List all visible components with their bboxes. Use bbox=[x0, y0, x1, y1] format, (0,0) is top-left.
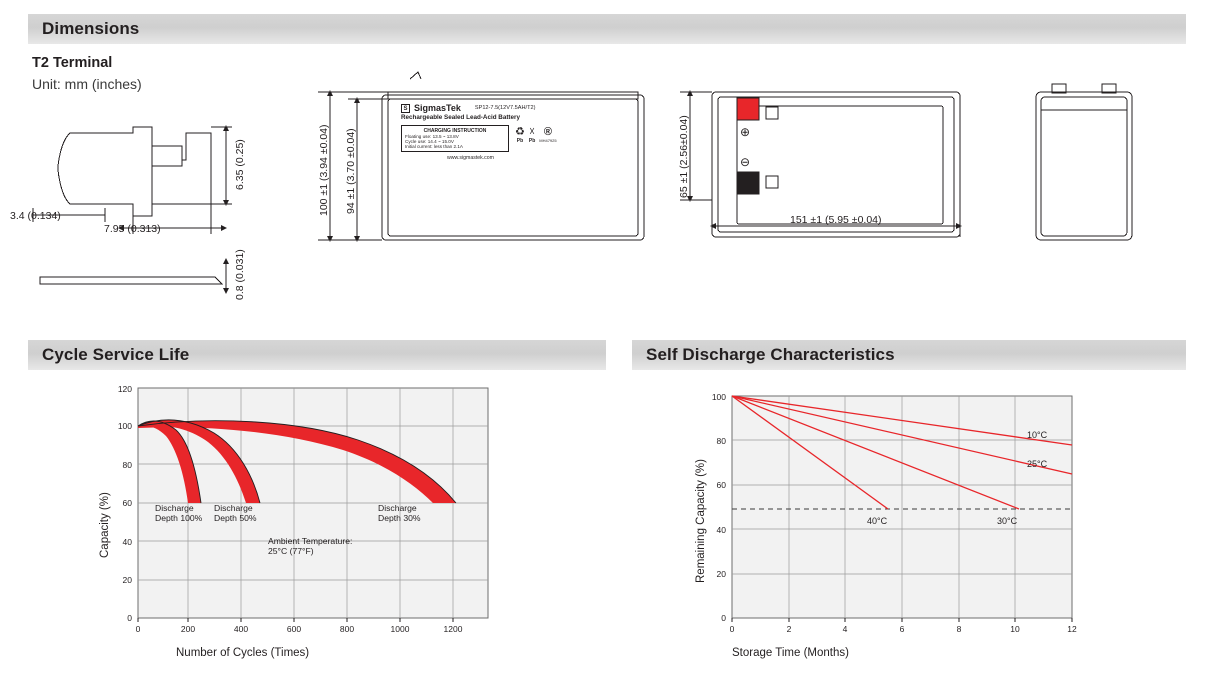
svg-text:400: 400 bbox=[233, 624, 249, 634]
website-text: www.sigmastek.com bbox=[447, 155, 494, 161]
battery-type: Rechargeable Sealed Lead-Acid Battery bbox=[401, 114, 520, 121]
svg-text:60: 60 bbox=[122, 498, 132, 508]
no-trash-pb-label: Pb bbox=[528, 138, 536, 144]
svg-text:0: 0 bbox=[127, 613, 132, 623]
negative-terminal-pad bbox=[737, 172, 759, 194]
svg-text:100: 100 bbox=[117, 421, 132, 431]
chart-self-discharge bbox=[632, 378, 1192, 678]
svg-text:10: 10 bbox=[1010, 624, 1020, 634]
self-x-axis-label: Storage Time (Months) bbox=[732, 647, 849, 659]
self-y-axis-label: Remaining Capacity (%) bbox=[695, 459, 707, 583]
self-y-ticks bbox=[712, 392, 726, 623]
recycle-pb-label: Pb bbox=[516, 138, 524, 144]
battery-end-view bbox=[1036, 84, 1132, 240]
no-trash-icon: ☓ bbox=[529, 126, 535, 138]
charging-line-1: Cycle use: 14.4 ~ 15.0V bbox=[405, 139, 454, 144]
svg-text:120: 120 bbox=[117, 384, 132, 394]
charging-line-2: Initial current: less than 2.1A bbox=[405, 144, 463, 149]
section-title-cycle-service-life: Cycle Service Life bbox=[42, 345, 190, 364]
svg-text:100: 100 bbox=[711, 392, 726, 402]
svg-text:40: 40 bbox=[122, 537, 132, 547]
dim-total-height: 100 ±1 (3.94 ±0.04) bbox=[318, 124, 330, 216]
t2-terminal-title: T2 Terminal bbox=[32, 55, 113, 71]
terminal-side-view bbox=[33, 125, 232, 294]
model-number: SP12-7.5(12V7.5AH/T2) bbox=[474, 105, 536, 111]
svg-text:80: 80 bbox=[122, 460, 132, 470]
svg-text:Discharge: Discharge bbox=[378, 503, 417, 513]
svg-text:600: 600 bbox=[286, 624, 302, 634]
chart-cycle-service-life bbox=[28, 378, 608, 678]
brand-name: SigmasTek bbox=[414, 103, 461, 113]
svg-text:800: 800 bbox=[339, 624, 355, 634]
svg-text:0: 0 bbox=[721, 613, 726, 623]
svg-text:200: 200 bbox=[180, 624, 196, 634]
dim-terminal-thickness: 0.8 (0.031) bbox=[234, 249, 246, 300]
cycle-y-axis-label: Capacity (%) bbox=[99, 492, 111, 558]
series-label-25c: 25°C bbox=[1027, 459, 1048, 469]
positive-symbol: ⊕ bbox=[740, 125, 751, 139]
brand-logo-icon: S bbox=[401, 104, 410, 113]
unit-note: Unit: mm (inches) bbox=[32, 76, 142, 92]
negative-symbol: ⊖ bbox=[740, 155, 751, 169]
dim-top-length: 151 ±1 (5.95 ±0.04) bbox=[790, 214, 882, 226]
cycle-y-ticks bbox=[118, 384, 132, 623]
svg-text:Discharge: Discharge bbox=[155, 503, 194, 513]
svg-text:1000: 1000 bbox=[390, 624, 410, 634]
dim-case-height: 94 ±1 (3.70 ±0.04) bbox=[345, 128, 357, 214]
ul-file-number: MH47925 bbox=[539, 138, 557, 143]
series-label-10c: 10°C bbox=[1027, 430, 1048, 440]
dim-base-width: 7.95 (0.313) bbox=[104, 223, 161, 235]
svg-text:40: 40 bbox=[716, 525, 726, 535]
cycle-x-ticks bbox=[136, 624, 463, 634]
section-title-dimensions: Dimensions bbox=[42, 19, 140, 38]
svg-text:Ambient Temperature:: Ambient Temperature: bbox=[268, 536, 353, 546]
svg-text:1200: 1200 bbox=[443, 624, 463, 634]
positive-terminal-pad bbox=[737, 98, 759, 120]
svg-text:0: 0 bbox=[135, 624, 141, 634]
charging-line-0: Floating use: 13.5 ~ 13.8V bbox=[405, 134, 459, 139]
svg-text:Depth 30%: Depth 30% bbox=[378, 513, 421, 523]
dim-top-width: 65 ±1 (2.56±0.04) bbox=[678, 115, 690, 198]
svg-text:Depth 100%: Depth 100% bbox=[155, 513, 203, 523]
svg-text:80: 80 bbox=[716, 436, 726, 446]
section-header-self-discharge bbox=[632, 340, 1186, 370]
dimension-drawings bbox=[0, 0, 1214, 330]
svg-text:20: 20 bbox=[122, 575, 132, 585]
dim-tab-width: 3.4 (0.134) bbox=[10, 210, 61, 222]
svg-text:Discharge: Discharge bbox=[214, 503, 253, 513]
svg-text:8: 8 bbox=[956, 624, 962, 634]
svg-text:0: 0 bbox=[729, 624, 735, 634]
section-title-self-discharge: Self Discharge Characteristics bbox=[646, 345, 895, 364]
svg-text:12: 12 bbox=[1067, 624, 1077, 634]
cycle-x-axis-label: Number of Cycles (Times) bbox=[176, 647, 310, 659]
svg-text:6: 6 bbox=[899, 624, 905, 634]
svg-text:Depth 50%: Depth 50% bbox=[214, 513, 257, 523]
ul-icon: ® bbox=[543, 126, 552, 138]
section-header-cycle-service-life bbox=[28, 340, 606, 370]
svg-text:4: 4 bbox=[842, 624, 848, 634]
series-label-40c: 40°C bbox=[867, 516, 888, 526]
svg-text:25°C (77°F): 25°C (77°F) bbox=[268, 546, 314, 556]
svg-text:2: 2 bbox=[786, 624, 792, 634]
self-x-ticks bbox=[730, 624, 1077, 634]
svg-text:60: 60 bbox=[716, 480, 726, 490]
svg-text:20: 20 bbox=[716, 569, 726, 579]
dim-terminal-height: 6.35 (0.25) bbox=[234, 139, 246, 190]
recycle-icon: ♻ bbox=[515, 126, 525, 138]
series-label-30c: 30°C bbox=[997, 516, 1018, 526]
charging-instruction-title: CHARGING INSTRUCTION bbox=[423, 128, 487, 134]
battery-label bbox=[401, 101, 601, 193]
